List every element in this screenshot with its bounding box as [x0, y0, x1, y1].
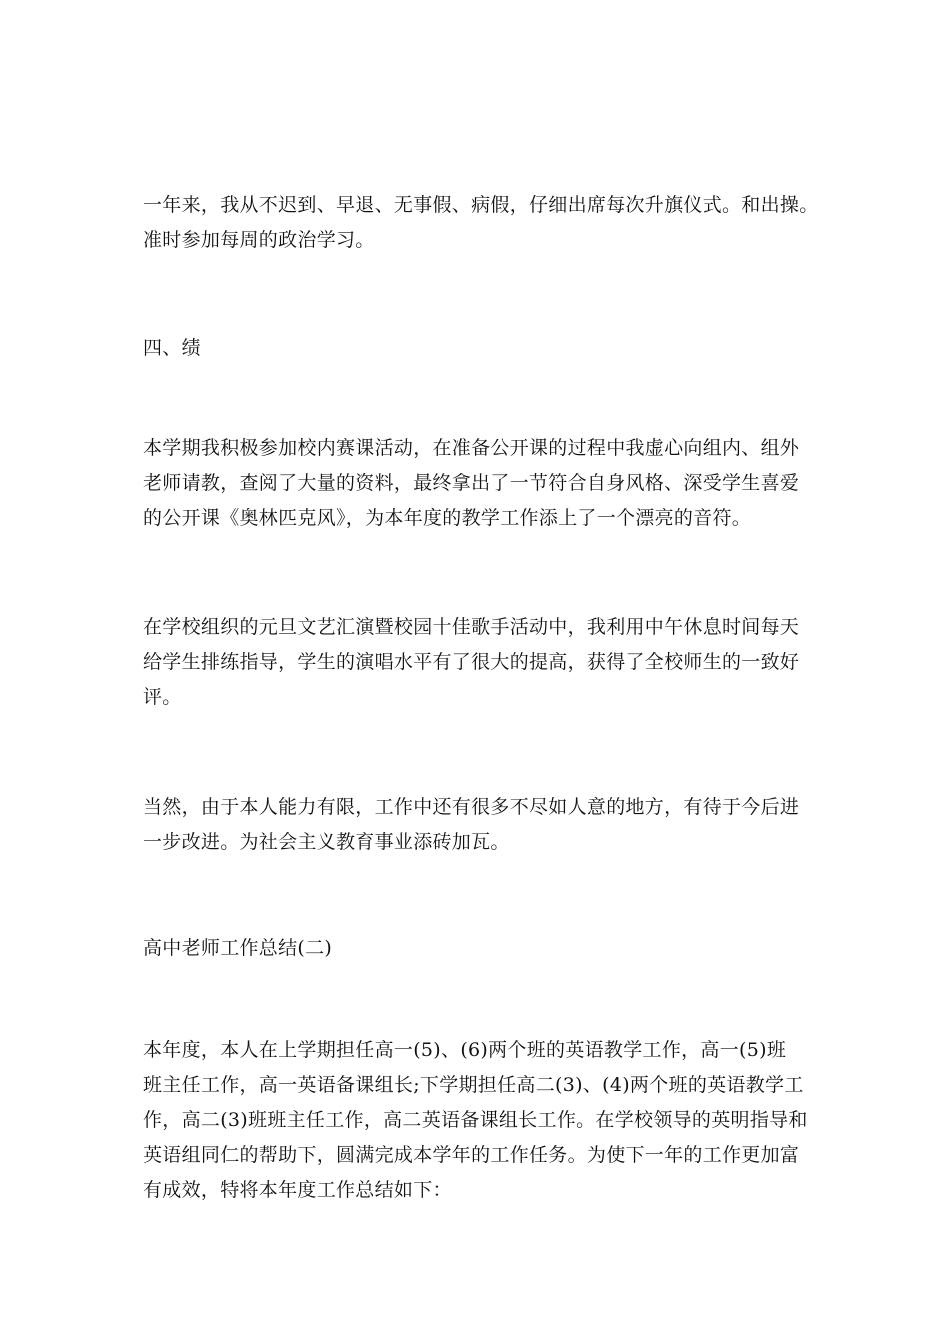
paragraph-annual-overview: [143, 1033, 823, 1208]
paragraph-line: 本年度，本人在上学期担任高一(5)、(6)两个班的英语教学工作，高一(5)班: [143, 1039, 787, 1061]
paragraph-self-reflection: [143, 790, 823, 860]
paragraph-line: 准时参加每周的政治学习。: [143, 229, 375, 251]
paragraph-open-class: [143, 431, 823, 536]
paragraph-line: 本学期我积极参加校内赛课活动，在准备公开课的过程中我虚心向组内、组外: [143, 437, 800, 459]
paragraph-line: 在学校组织的元旦文艺汇演暨校园十佳歌手活动中，我利用中午休息时间每天: [143, 616, 800, 638]
paragraph-line: 作，高二(3)班班主任工作，高二英语备课组长工作。在学校领导的英明指导和: [143, 1109, 808, 1131]
paragraph-singing-contest: [143, 610, 823, 715]
section-heading-summary-two: 高中老师工作总结(二): [143, 937, 333, 959]
paragraph-line: 班主任工作，高一英语备课组长;下学期担任高二(3)、(4)两个班的英语教学工: [143, 1074, 804, 1096]
paragraph-line: 评。: [143, 686, 182, 708]
paragraph-line: 老师请教，查阅了大量的资料，最终拿出了一节符合自身风格、深受学生喜爱: [143, 472, 800, 494]
paragraph-line: 英语组同仁的帮助下，圆满完成本学年的工作任务。为使下一年的工作更加富: [143, 1144, 800, 1166]
paragraph-line: 当然，由于本人能力有限，工作中还有很多不尽如人意的地方，有待于今后进: [143, 796, 800, 818]
paragraph-line: 给学生排练指导，学生的演唱水平有了很大的提高，获得了全校师生的一致好: [143, 651, 800, 673]
paragraph-line: 一步改进。为社会主义教育事业添砖加瓦。: [143, 831, 510, 853]
section-heading-achievements: 四、绩: [143, 337, 201, 359]
paragraph-attendance: [143, 188, 823, 258]
paragraph-line: 有成效，特将本年度工作总结如下：: [143, 1179, 452, 1201]
paragraph-line: 一年来，我从不迟到、早退、无事假、病假，仔细出席每次升旗仪式。和出操。: [143, 194, 819, 216]
paragraph-line: 的公开课《奥林匹克风》，为本年度的教学工作添上了一个漂亮的音符。: [143, 507, 752, 529]
